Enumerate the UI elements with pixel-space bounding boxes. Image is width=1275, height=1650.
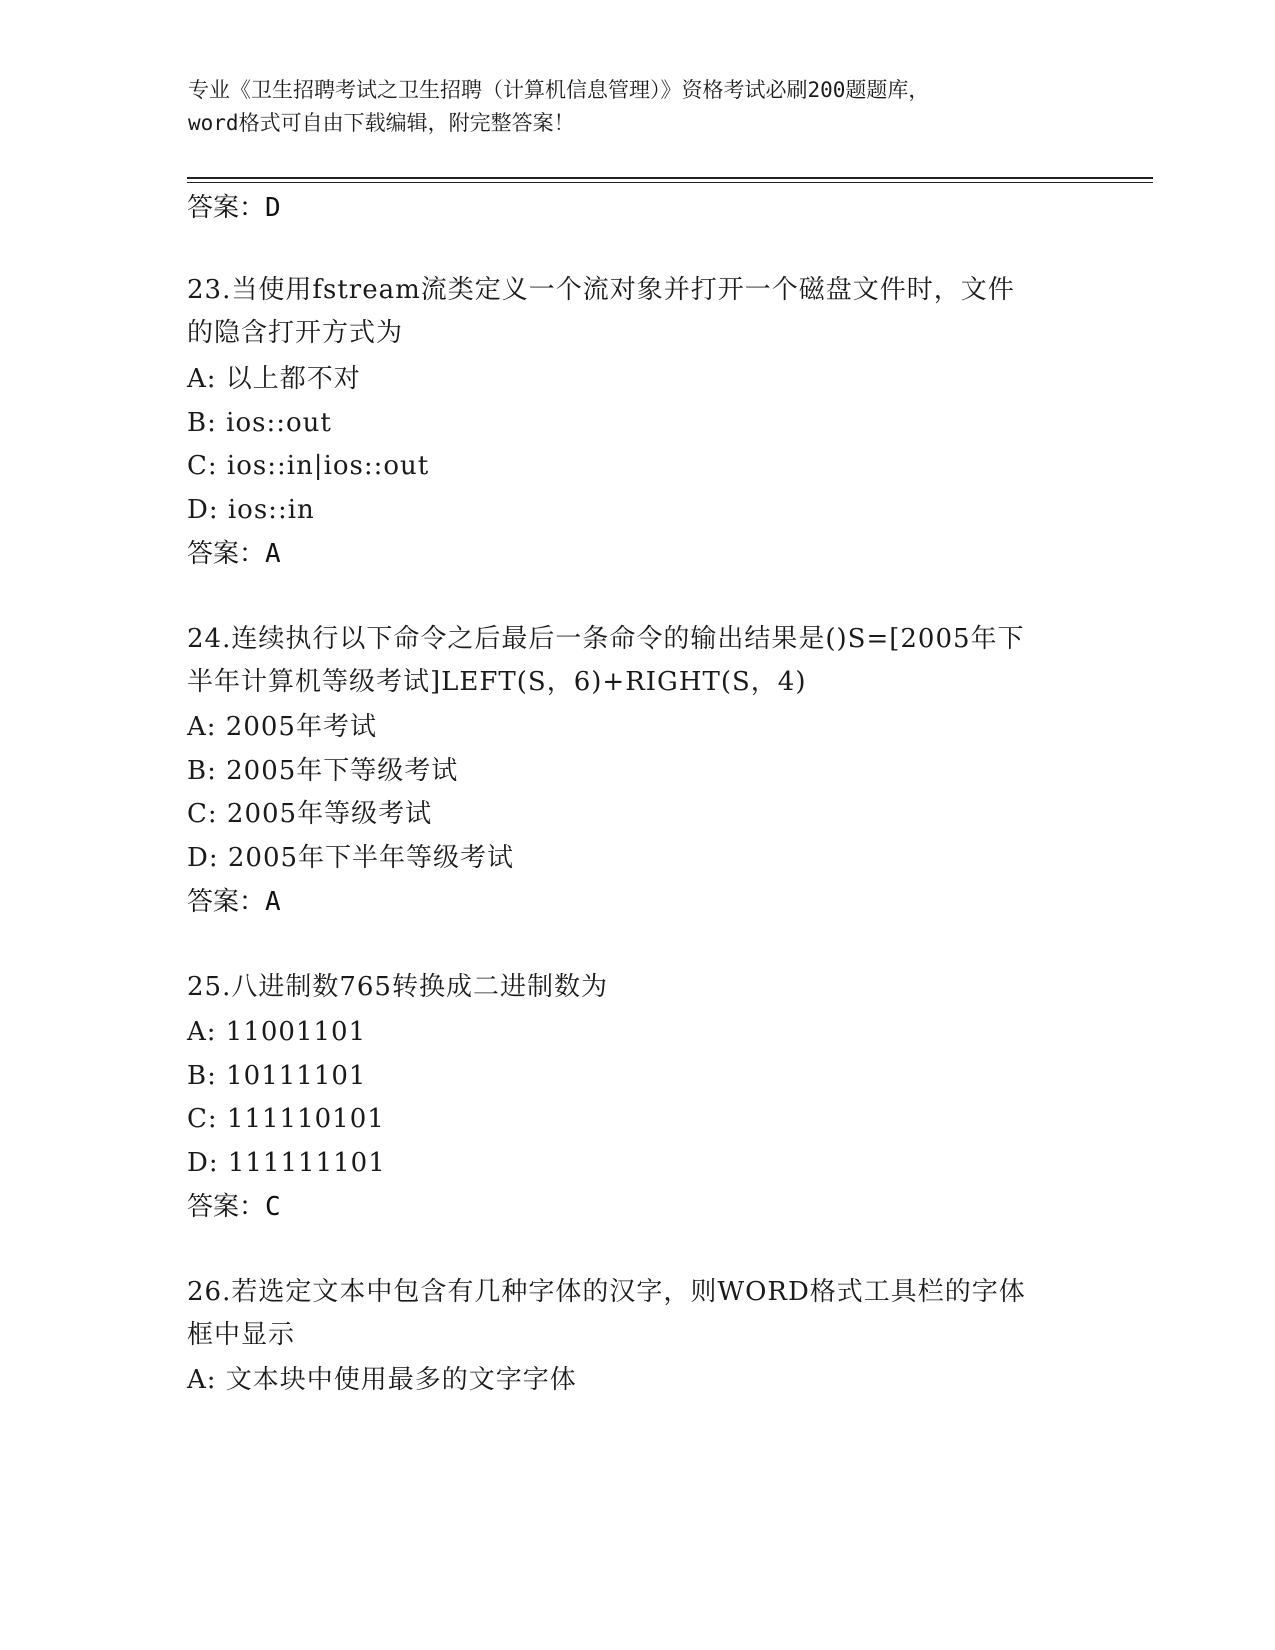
question-24-stem-line-1: 24.连续执行以下命令之后最后一条命令的输出结果是()S=[2005年下 <box>187 624 1025 654</box>
question-23-option-d: D: ios::in <box>187 495 315 525</box>
page-header <box>188 74 1088 140</box>
question-23-stem-line-2: 的隐含打开方式为 <box>187 318 404 348</box>
question-24-answer: 答案：A <box>187 887 281 917</box>
question-25-option-c: C: 111110101 <box>187 1104 385 1134</box>
question-25-option-d: D: 111111101 <box>187 1148 386 1178</box>
question-24-option-d: D: 2005年下半年等级考试 <box>187 843 515 873</box>
answer-prev: 答案：D <box>187 193 281 223</box>
question-25-stem-line-1: 25.八进制数765转换成二进制数为 <box>187 972 608 1002</box>
question-26-option-a: A: 文本块中使用最多的文字字体 <box>187 1365 577 1395</box>
question-23-option-a: A: 以上都不对 <box>187 364 361 394</box>
header-rule-thin <box>187 182 1153 183</box>
question-23-option-b: B: ios::out <box>187 408 332 438</box>
question-25-answer: 答案：C <box>187 1192 281 1222</box>
question-23-stem-line-1: 23.当使用fstream流类定义一个流对象并打开一个磁盘文件时，文件 <box>187 275 1015 305</box>
question-23-answer: 答案：A <box>187 539 281 569</box>
question-25-option-b: B: 10111101 <box>187 1061 367 1091</box>
question-26-stem-line-2: 框中显示 <box>187 1320 296 1350</box>
question-24-option-a: A: 2005年考试 <box>187 712 377 742</box>
question-23-option-c: C: ios::in|ios::out <box>187 451 430 481</box>
question-24-option-b: B: 2005年下等级考试 <box>187 756 459 786</box>
question-26-stem-line-1: 26.若选定文本中包含有几种字体的汉字，则WORD格式工具栏的字体 <box>187 1277 1026 1307</box>
question-24-stem-line-2: 半年计算机等级考试]LEFT(S，6)+RIGHT(S，4) <box>187 667 807 697</box>
header-line-2: word格式可自由下载编辑，附完整答案！ <box>188 111 575 135</box>
question-25-option-a: A: 11001101 <box>187 1017 367 1047</box>
question-24-option-c: C: 2005年等级考试 <box>187 799 433 829</box>
header-rule-thick <box>187 177 1153 179</box>
header-line-1: 专业《卫生招聘考试之卫生招聘（计算机信息管理）》资格考试必刷200题题库， <box>188 78 930 102</box>
